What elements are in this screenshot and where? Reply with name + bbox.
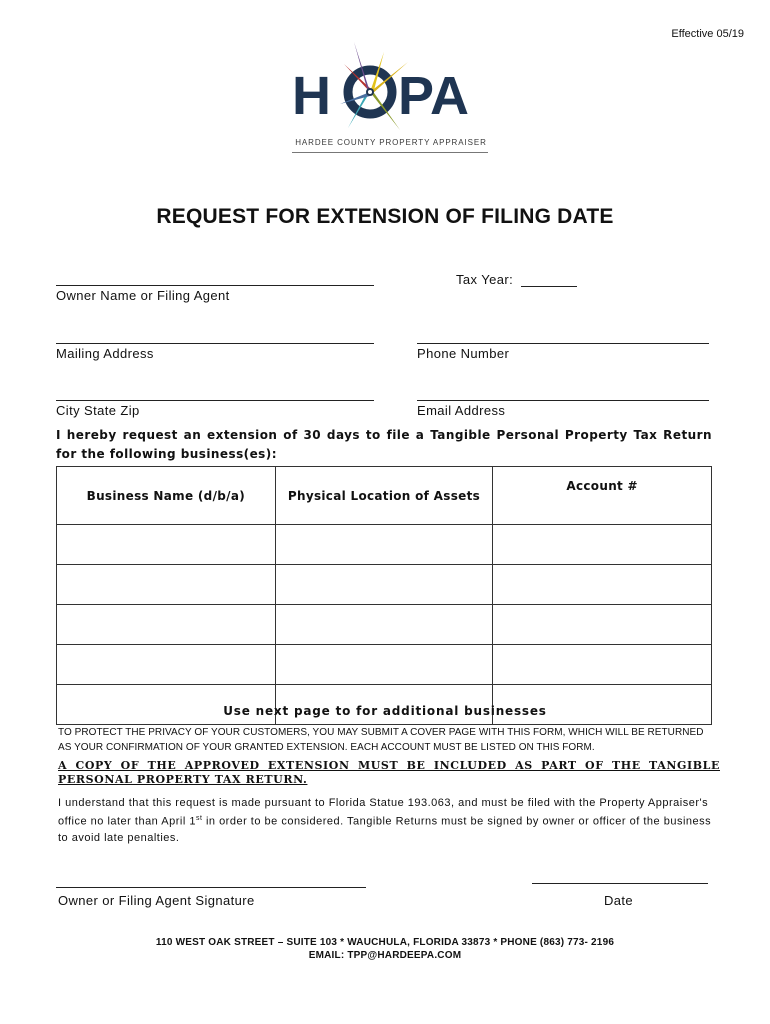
business-name-cell[interactable] xyxy=(57,525,276,565)
request-statement: I hereby request an extension of 30 days to file a Tangible Personal Property Tax Return for the following business(es): xyxy=(56,428,712,461)
mailing-address-line[interactable] xyxy=(56,343,374,344)
email-address-line[interactable] xyxy=(417,400,709,401)
effective-date: Effective 05/19 xyxy=(671,28,744,40)
additional-businesses-note: Use next page to for additional businesses xyxy=(223,704,547,718)
business-table xyxy=(56,466,712,725)
table-row xyxy=(57,565,712,605)
owner-name-label: Owner Name or Filing Agent xyxy=(56,288,230,303)
account-cell[interactable] xyxy=(493,565,712,605)
account-cell[interactable] xyxy=(493,645,712,685)
tax-year-line[interactable] xyxy=(521,286,577,287)
signature-line[interactable] xyxy=(56,887,366,888)
header-business-name: Business Name (d/b/a) xyxy=(57,467,276,525)
header-account-number: Account # xyxy=(493,467,712,525)
logo-letter-h: H xyxy=(292,66,331,126)
business-name-cell[interactable] xyxy=(57,565,276,605)
account-cell[interactable] xyxy=(493,605,712,645)
logo-letters-pa: PA xyxy=(398,66,470,126)
logo-divider xyxy=(292,152,488,153)
owner-name-line[interactable] xyxy=(56,285,374,286)
footer xyxy=(0,936,770,962)
privacy-notice: TO PROTECT THE PRIVACY OF YOUR CUSTOMERS, YOU MAY SUBMIT A COVER PAGE WITH THIS FORM, WHICH WILL BE RETURNED AS YOUR CONFIRMATION OF YOUR GRANTED EXTENSION. EACH ACCOUNT MUST BE LISTED ON THIS FORM. xyxy=(58,727,704,753)
business-name-cell[interactable] xyxy=(57,645,276,685)
date-line[interactable] xyxy=(532,883,708,884)
table-row xyxy=(57,645,712,685)
phone-number-label: Phone Number xyxy=(417,346,510,361)
header-physical-location: Physical Location of Assets xyxy=(275,467,493,525)
account-cell[interactable] xyxy=(493,525,712,565)
footer-email: EMAIL: TPP@HARDEEPA.COM xyxy=(308,950,462,961)
city-state-zip-line[interactable] xyxy=(56,400,374,401)
understanding-statement xyxy=(58,795,714,846)
location-cell[interactable] xyxy=(275,645,493,685)
city-state-zip-label: City State Zip xyxy=(56,403,140,418)
tax-year-label: Tax Year: xyxy=(456,272,514,287)
date-label: Date xyxy=(604,893,634,908)
mailing-address-label: Mailing Address xyxy=(56,346,154,361)
location-cell[interactable] xyxy=(275,605,493,645)
copy-requirement-notice: A COPY OF THE APPROVED EXTENSION MUST BE INCLUDED AS PART OF THE TANGIBLE PERSONAL PROPERTY TAX RETURN. xyxy=(58,759,720,786)
understanding-text-2: in order to be considered. Tangible Returns must be signed by owner or officer of the business to avoid late penalties. xyxy=(58,815,712,844)
table-row xyxy=(57,605,712,645)
table-row xyxy=(57,525,712,565)
understanding-superscript: st xyxy=(195,815,203,822)
location-cell[interactable] xyxy=(275,525,493,565)
understanding-text-1: I understand that this request is made pursuant to Florida Statue 193.063, and must be filed with the Property Appraiser's office no later than April 1 xyxy=(58,797,709,828)
email-address-label: Email Address xyxy=(417,403,506,418)
footer-address: 110 WEST OAK STREET – SUITE 103 * WAUCHULA, FLORIDA 33873 * PHONE (863) 773- 2196 xyxy=(155,937,615,948)
business-name-cell[interactable] xyxy=(57,605,276,645)
logo-subtitle: HARDEE COUNTY PROPERTY APPRAISER xyxy=(295,138,487,147)
signature-label: Owner or Filing Agent Signature xyxy=(58,893,255,908)
location-cell[interactable] xyxy=(275,565,493,605)
form-title: REQUEST FOR EXTENSION OF FILING DATE xyxy=(156,205,614,228)
phone-number-line[interactable] xyxy=(417,343,709,344)
